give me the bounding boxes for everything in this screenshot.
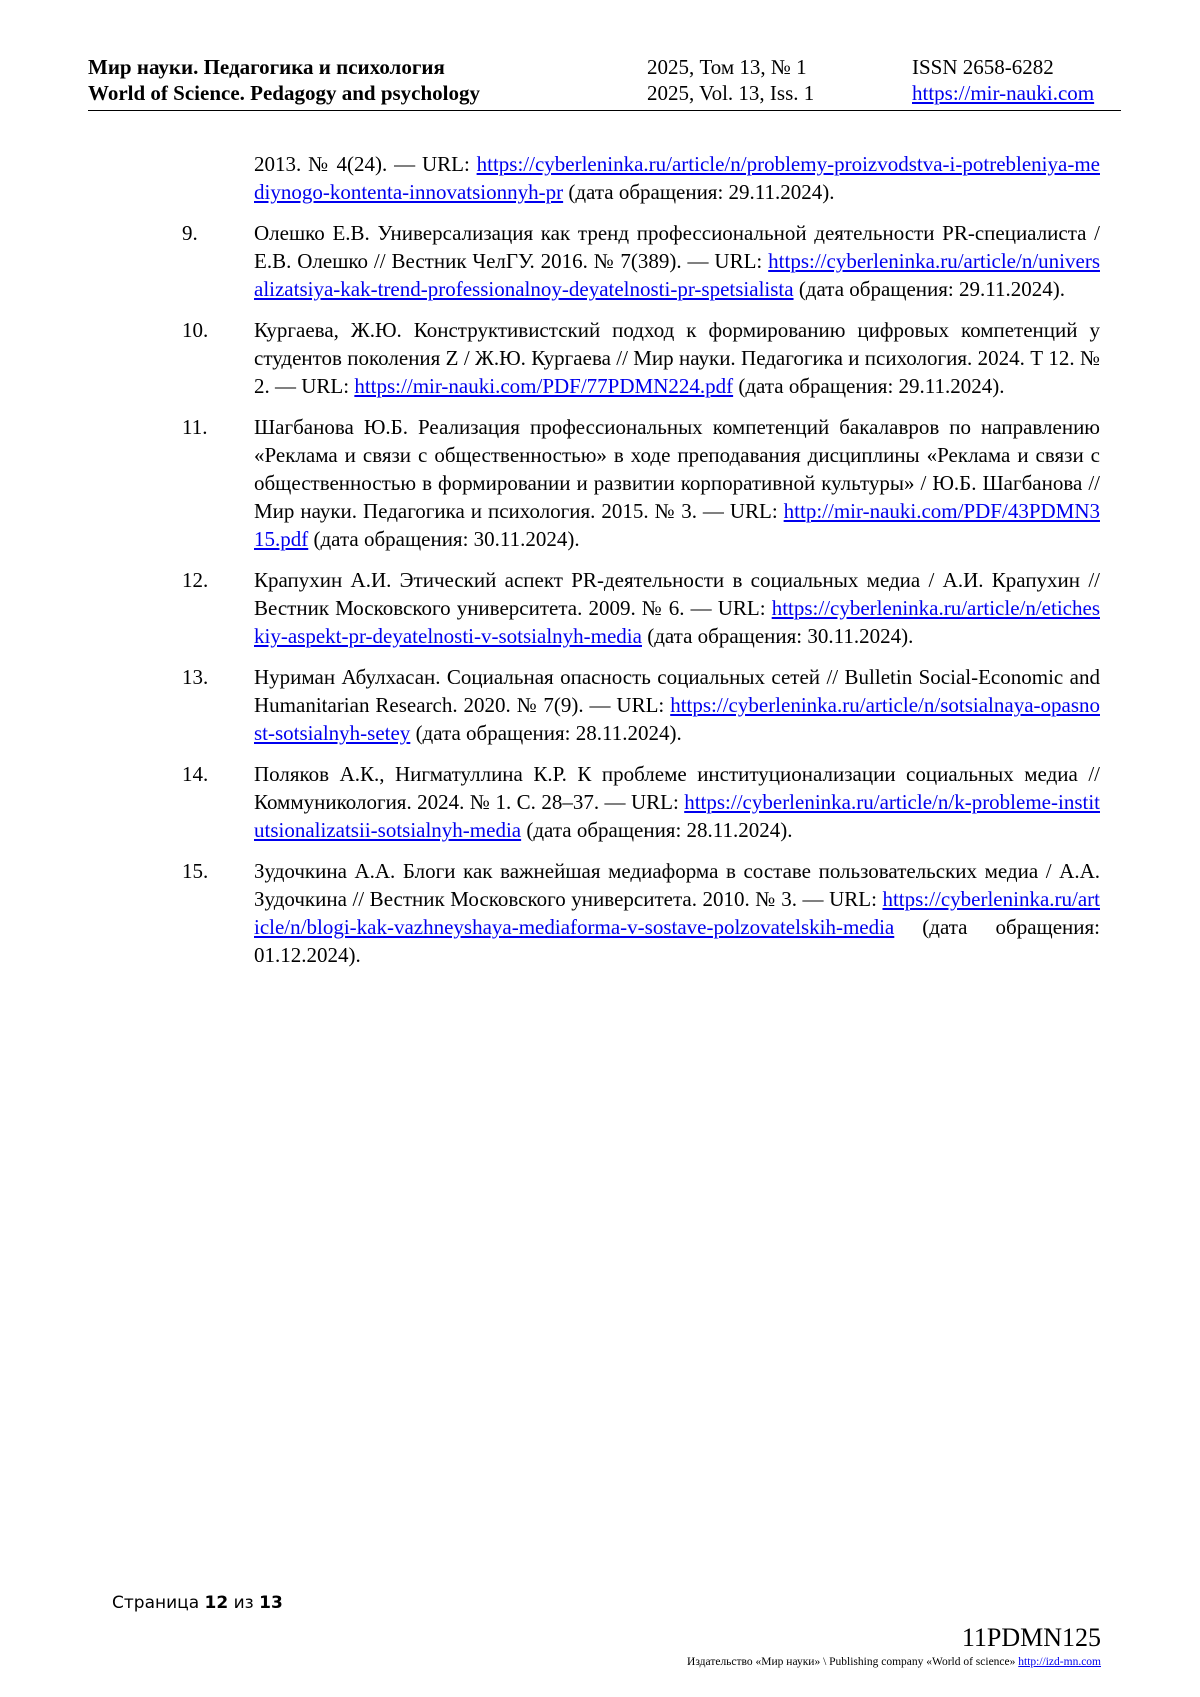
reference-link[interactable]: https://cyberleninka.ru/article/n/eticheskiy-aspekt-pr-deyatelnosti-v-sotsialnyh-media — [254, 596, 1100, 648]
reference-text: Зудочкина А.А. Блоги как важнейшая медиаформа в составе пользовательских медиа / А.А. Зудочкина // Вестник Московского университета. 2010. № 3. — URL: — [254, 859, 1100, 911]
journal-title — [88, 54, 480, 106]
reference-access-date: (дата обращения: 28.11.2024). — [410, 721, 682, 745]
reference-link[interactable]: https://cyberleninka.ru/article/n/blogi-kak-vazhneyshaya-mediaforma-v-sostave-polzovatelskih-media — [254, 887, 1100, 939]
page-prefix: Страница — [112, 1593, 200, 1613]
page-total: 13 — [259, 1593, 283, 1613]
reference-text: Олешко Е.В. Универсализация как тренд профессиональной деятельности PR-специалиста / Е.В. Олешко // Вестник ЧелГУ. 2016. № 7(389). — URL: — [254, 221, 1100, 273]
reference-item — [0, 413, 1100, 553]
reference-number: 13. — [182, 665, 209, 689]
reference-access-date: (дата обращения: 29.11.2024). — [563, 180, 835, 204]
page-header — [88, 54, 1121, 111]
reference-text: Нуриман Абулхасан. Социальная опасность социальных сетей // Bulletin Social-Economic and Humanitarian Research. 2020. № 7(9). — URL: — [254, 665, 1100, 717]
reference-number: 12. — [182, 568, 209, 592]
reference-text: Поляков А.К., Нигматуллина К.Р. К проблеме институционализации социальных медиа // Коммуникология. 2024. № 1. С. 28–37. — URL: — [254, 762, 1100, 814]
reference-access-date: (дата обращения: 30.11.2024). — [641, 624, 914, 648]
reference-text: Крапухин А.И. Этический аспект PR-деятельности в социальных медиа / А.И. Крапухин // Вестник Московского университета. 2009. № 6. — URL: — [254, 568, 1100, 620]
reference-link[interactable]: https://cyberleninka.ru/article/n/universalizatsiya-kak-trend-professionalnoy-deyatelnosti-pr-spetsialista — [254, 249, 1100, 301]
reference-number: 14. — [182, 762, 209, 786]
reference-number: 9. — [182, 221, 198, 245]
reference-access-date: (дата обращения: 30.11.2024). — [308, 527, 580, 551]
reference-access-date: (дата обращения: 01.12.2024). — [254, 915, 1100, 967]
reference-text: 2013. № 4(24). — URL: — [254, 152, 477, 176]
journal-title-ru: Мир науки. Педагогика и психология — [88, 55, 445, 79]
page-current: 12 — [204, 1593, 229, 1613]
reference-item — [0, 857, 1100, 969]
reference-link[interactable]: https://cyberleninka.ru/article/n/sotsialnaya-opasnost-sotsialnyh-setey — [254, 693, 1100, 745]
reference-link[interactable]: https://cyberleninka.ru/article/n/problemy-proizvodstva-i-potrebleniya-mediynogo-kontenta-innovatsionnyh-pr — [254, 152, 1100, 204]
reference-number: 15. — [182, 859, 209, 883]
reference-list — [0, 150, 1200, 982]
issue-info — [647, 54, 814, 106]
article-code: 11PDMN125 — [961, 1623, 1101, 1652]
reference-number: 10. — [182, 318, 209, 342]
reference-access-date: (дата обращения: 28.11.2024). — [521, 818, 793, 842]
page-counter — [112, 1593, 283, 1613]
reference-item — [0, 760, 1100, 844]
reference-access-date: (дата обращения: 29.11.2024). — [793, 277, 1065, 301]
reference-link[interactable]: https://cyberleninka.ru/article/n/k-probleme-institutsionalizatsii-sotsialnyh-media — [254, 790, 1100, 842]
publisher-link[interactable]: http://izd-mn.com — [1018, 1656, 1101, 1668]
reference-text: Кургаева, Ж.Ю. Конструктивистский подход к формированию цифровых компетенций у студентов поколения Z / Ж.Ю. Кургаева // Мир науки. Педагогика и психология. 2024. Т 12. № 2. — URL: — [254, 318, 1100, 398]
reference-text: Шагбанова Ю.Б. Реализация профессиональных компетенций бакалавров по направлению «Реклама и связи с общественностью» в ходе преподавания дисциплины «Реклама и связи с общественностью в формировании и развитии корпоративной культуры» / Ю.Б. Шагбанова // Мир науки. Педагогика и психология. 2015. № 3. — URL: — [254, 415, 1100, 523]
reference-link[interactable]: https://mir-nauki.com/PDF/77PDMN224.pdf — [354, 374, 734, 398]
reference-item — [0, 219, 1100, 303]
reference-link[interactable]: http://mir-nauki.com/PDF/43PDMN315.pdf — [254, 499, 1100, 551]
publisher-text: Издательство «Мир науки» \ Publishing company «World of science» — [687, 1656, 1016, 1668]
reference-item — [0, 663, 1100, 747]
reference-number: 11. — [182, 415, 208, 439]
journal-site-link[interactable]: https://mir-nauki.com — [912, 81, 1095, 105]
publisher-line — [687, 1656, 1101, 1668]
issn: ISSN 2658-6282 — [912, 55, 1054, 79]
journal-ids — [912, 54, 1094, 106]
reference-item — [0, 316, 1100, 400]
reference-access-date: (дата обращения: 29.11.2024). — [733, 374, 1005, 398]
journal-title-en: World of Science. Pedagogy and psychology — [88, 81, 481, 105]
issue-en: 2025, Vol. 13, Iss. 1 — [647, 81, 815, 105]
issue-ru: 2025, Том 13, № 1 — [647, 55, 807, 79]
page-of: из — [233, 1593, 254, 1613]
reference-item — [0, 150, 1100, 206]
reference-item — [0, 566, 1100, 650]
